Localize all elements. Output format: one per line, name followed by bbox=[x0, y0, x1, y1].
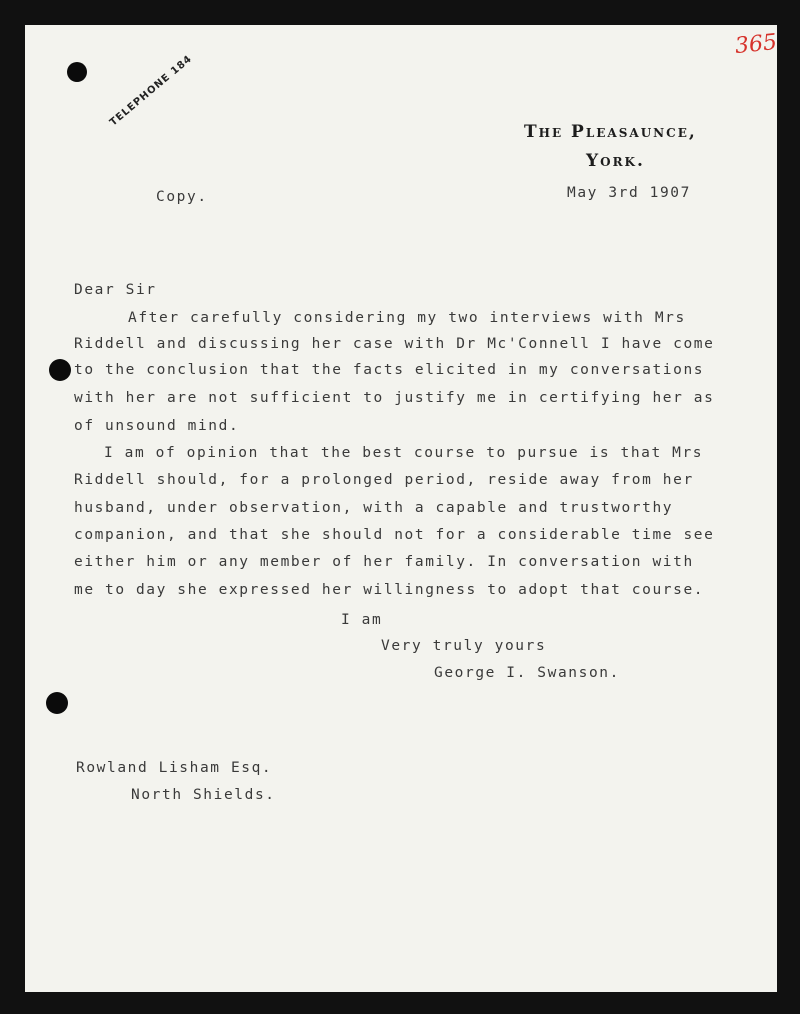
recipient-name: Rowland Lisham Esq. bbox=[76, 760, 273, 776]
body-line: After carefully considering my two interviews with Mrs bbox=[128, 310, 686, 326]
folio-number: 365 bbox=[733, 29, 779, 60]
closing-line: I am bbox=[341, 612, 383, 628]
body-line: Riddell and discussing her case with Dr Mc'Connell I have come bbox=[74, 336, 715, 352]
salutation: Dear Sir bbox=[74, 282, 157, 298]
recipient-place: North Shields. bbox=[131, 787, 276, 803]
body-line: companion, and that she should not for a considerable time see bbox=[74, 527, 715, 543]
punch-hole-top bbox=[67, 62, 87, 82]
body-line: either him or any member of her family. In conversation with bbox=[74, 554, 694, 570]
letter-date: May 3rd 1907 bbox=[567, 185, 691, 201]
copy-label: Copy. bbox=[156, 189, 208, 205]
closing-valediction: Very truly yours bbox=[381, 638, 547, 654]
signature: George I. Swanson. bbox=[434, 665, 620, 681]
letterhead-address-line1: The Pleasaunce, bbox=[524, 122, 697, 142]
body-line: Riddell should, for a prolonged period, reside away from her bbox=[74, 472, 694, 488]
letterhead-telephone: TELEPHONE 184 bbox=[108, 53, 195, 129]
body-line: me to day she expressed her willingness to adopt that course. bbox=[74, 582, 705, 598]
punch-hole-bottom bbox=[46, 692, 68, 714]
body-line: husband, under observation, with a capable and trustworthy bbox=[74, 500, 674, 516]
body-line: to the conclusion that the facts elicited in my conversations bbox=[74, 362, 705, 378]
body-line: I am of opinion that the best course to pursue is that Mrs bbox=[104, 445, 704, 461]
letterhead-address-line2: York. bbox=[586, 151, 645, 171]
body-line: of unsound mind. bbox=[74, 418, 240, 434]
punch-hole-middle bbox=[49, 359, 71, 381]
body-line: with her are not sufficient to justify me in certifying her as bbox=[74, 390, 715, 406]
